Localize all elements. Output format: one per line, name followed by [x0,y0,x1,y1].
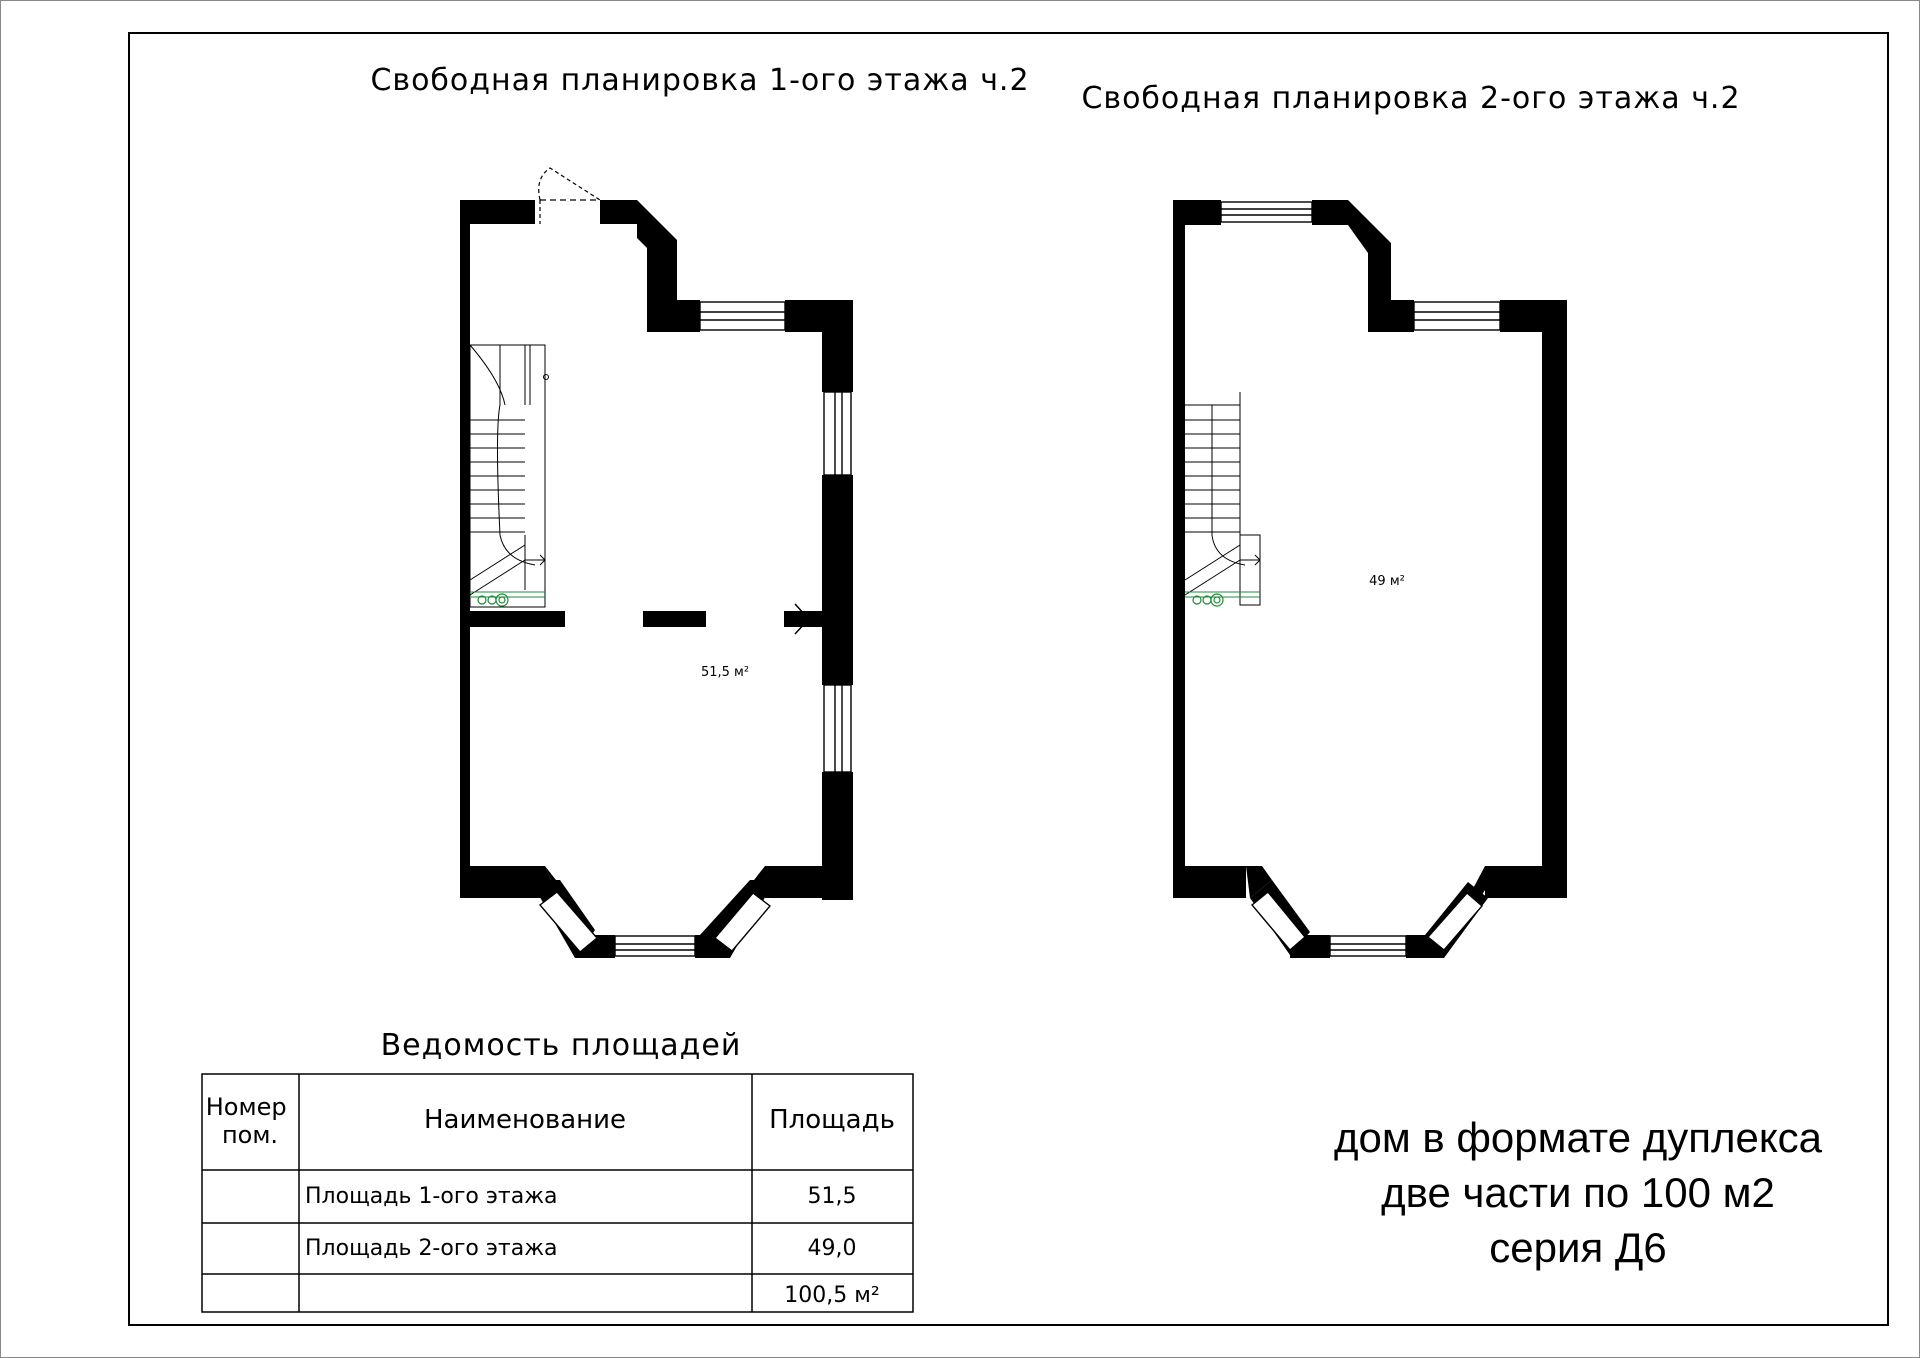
floor2-area-label: 49 м² [1369,574,1405,589]
window [1221,202,1312,222]
caption-line-1: дом в формате дуплекса [1333,1114,1823,1161]
caption-line-2: две части по 100 м2 [1381,1169,1775,1216]
col-header-name: Наименование [423,1105,627,1135]
floor1-plan [460,168,853,958]
floor2-plan [1173,200,1567,958]
floor1-windows [540,302,851,956]
floor1-area-label: 51,5 м² [700,665,750,680]
window [1414,302,1500,330]
col-header-area: Площадь [769,1105,895,1135]
floor1-staircase [470,345,549,607]
col-header-number: Номер пом. [205,1093,287,1149]
floor1-walls [460,200,853,958]
floor1-plan-title: Свободная планировка 1-ого этажа ч.2 [370,63,1030,98]
window [1330,936,1406,956]
row3-area-total: 100,5 м² [784,1283,880,1308]
schedule-title: Ведомость площадей [380,1028,742,1063]
floor2-staircase [1185,392,1260,605]
row1-name: Площадь 1-ого этажа [305,1184,558,1209]
project-caption [1334,1114,1823,1271]
floor1-entry-door [539,168,600,224]
window [615,936,695,956]
window [700,302,785,330]
floor2-windows [1221,202,1500,956]
row1-area: 51,5 [807,1184,857,1209]
floor2-plan-title: Свободная планировка 2-ого этажа ч.2 [1081,81,1741,116]
window [824,392,851,475]
floor1-utility-fixture [478,594,508,606]
area-schedule [202,1028,913,1312]
row2-name: Площадь 2-ого этажа [305,1236,558,1261]
window [824,685,851,772]
row2-area: 49,0 [807,1236,857,1261]
floor2-utility-fixture [1193,594,1223,606]
caption-line-3: серия Д6 [1489,1224,1667,1271]
